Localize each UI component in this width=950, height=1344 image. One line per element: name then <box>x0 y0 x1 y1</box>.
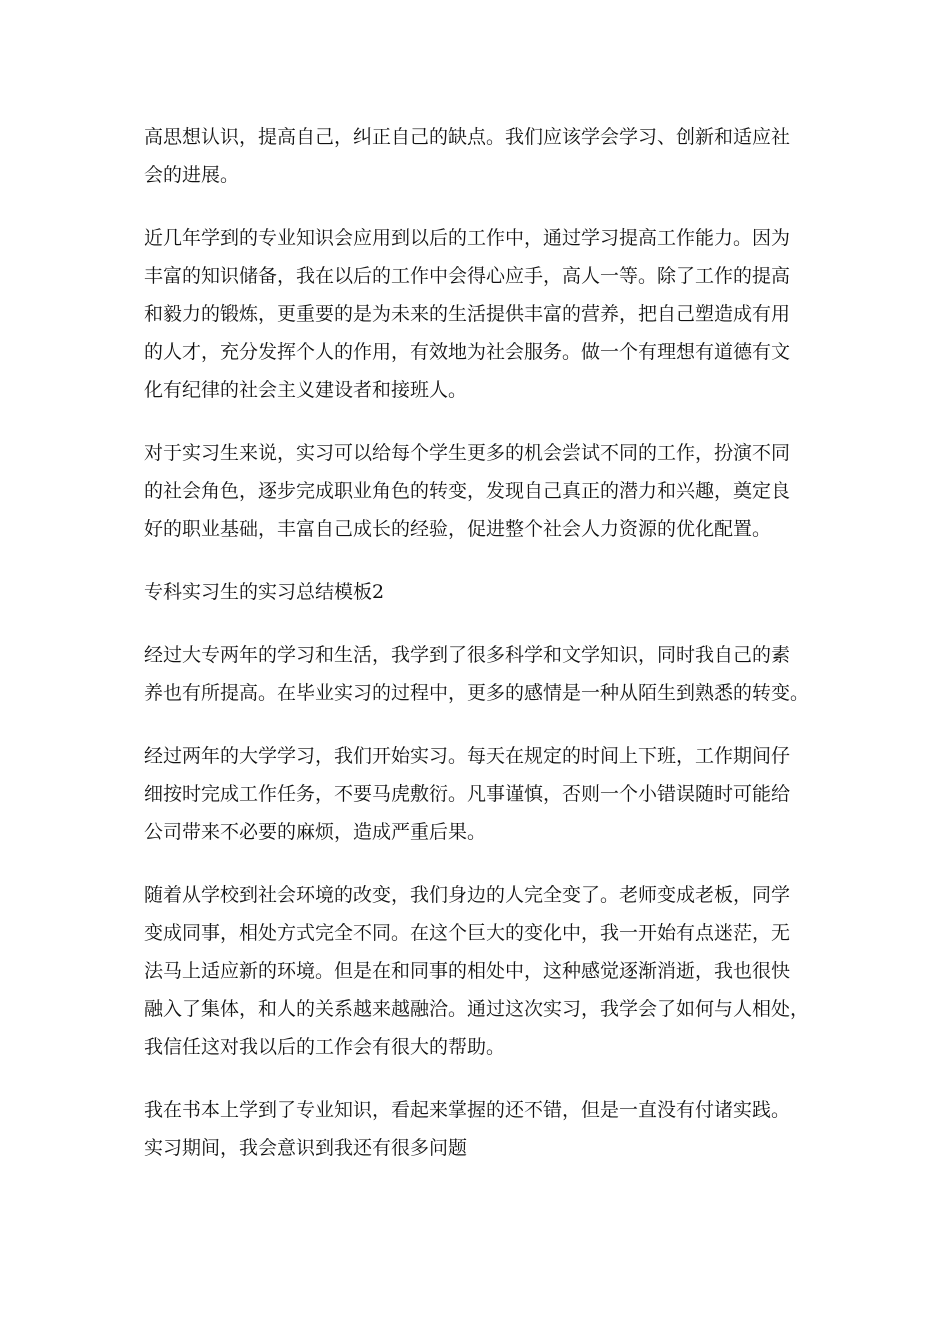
text-line: 好的职业基础，丰富自己成长的经验，促进整个社会人力资源的优化配置。 <box>144 518 772 540</box>
paragraph-7 <box>144 1091 808 1167</box>
text-line: 变成同事，相处方式完全不同。在这个巨大的变化中，我一开始有点迷茫，无 <box>144 922 791 944</box>
document-body <box>144 118 808 1192</box>
text-line: 丰富的知识储备，我在以后的工作中会得心应手，高人一等。除了工作的提高 <box>144 265 791 287</box>
text-line: 会的进展。 <box>144 164 240 186</box>
paragraph-3 <box>144 434 808 548</box>
text-line: 化有纪律的社会主义建设者和接班人。 <box>144 379 468 401</box>
text-line: 的人才，充分发挥个人的作用，有效地为社会服务。做一个有理想有道德有文 <box>144 341 791 363</box>
text-line: 实习期间，我会意识到我还有很多问题 <box>144 1137 468 1159</box>
text-line: 随着从学校到社会环境的改变，我们身边的人完全变了。老师变成老板，同学 <box>144 884 791 906</box>
paragraph-6 <box>144 876 808 1066</box>
text-line: 养也有所提高。在毕业实习的过程中，更多的感情是一种从陌生到熟悉的转变。 <box>144 682 810 704</box>
text-line: 我信任这对我以后的工作会有很大的帮助。 <box>144 1036 506 1058</box>
section-heading <box>144 573 808 611</box>
heading-text: 专科实习生的实习总结模板2 <box>144 581 385 603</box>
text-line: 高思想认识，提高自己，纠正自己的缺点。我们应该学会学习、创新和适应社 <box>144 126 791 148</box>
paragraph-1 <box>144 118 808 194</box>
text-line: 经过大专两年的学习和生活，我学到了很多科学和文学知识，同时我自己的素 <box>144 644 791 666</box>
text-line: 经过两年的大学学习，我们开始实习。每天在规定的时间上下班，工作期间仔 <box>144 745 791 767</box>
text-line: 法马上适应新的环境。但是在和同事的相处中，这种感觉逐渐消逝，我也很快 <box>144 960 791 982</box>
text-line: 和毅力的锻炼，更重要的是为未来的生活提供丰富的营养，把自己塑造成有用 <box>144 303 791 325</box>
paragraph-5 <box>144 737 808 851</box>
paragraph-2 <box>144 219 808 409</box>
text-line: 近几年学到的专业知识会应用到以后的工作中，通过学习提高工作能力。因为 <box>144 227 791 249</box>
paragraph-4 <box>144 636 808 712</box>
text-line: 公司带来不必要的麻烦，造成严重后果。 <box>144 821 487 843</box>
text-line: 细按时完成工作任务，不要马虎敷衍。凡事谨慎，否则一个小错误随时可能给 <box>144 783 791 805</box>
text-line: 融入了集体，和人的关系越来越融洽。通过这次实习，我学会了如何与人相处， <box>144 998 810 1020</box>
text-line: 我在书本上学到了专业知识，看起来掌握的还不错，但是一直没有付诸实践。 <box>144 1099 791 1121</box>
text-line: 的社会角色，逐步完成职业角色的转变，发现自己真正的潜力和兴趣，奠定良 <box>144 480 791 502</box>
text-line: 对于实习生来说，实习可以给每个学生更多的机会尝试不同的工作，扮演不同 <box>144 442 791 464</box>
